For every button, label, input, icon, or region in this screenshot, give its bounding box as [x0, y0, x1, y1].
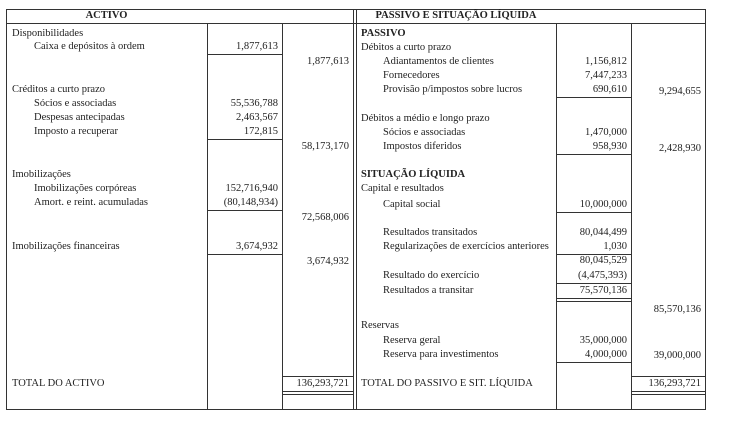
prov-value: 690,610	[592, 84, 627, 95]
prov-label: Provisão p/impostos sobre lucros	[383, 84, 523, 95]
caixa-rule	[207, 54, 282, 55]
disp-label: Disponibilidades	[12, 28, 84, 39]
dml-total: 2,428,930	[659, 143, 701, 154]
fin-rule	[207, 254, 282, 255]
resatr-rule-2	[556, 301, 631, 302]
dcp-label: Débitos a curto prazo	[361, 42, 452, 53]
asset-total-rule-1	[282, 391, 353, 392]
imp-label: Imposto a recuperar	[34, 126, 118, 137]
dcp-rule	[556, 97, 631, 98]
frame-left	[6, 9, 7, 410]
adiant-label: Adiantamentos de clientes	[383, 56, 494, 67]
liab-header: PASSIVO E SITUAÇÃO LÍQUIDA	[375, 10, 537, 21]
asset-header: ACTIVO	[85, 10, 128, 21]
caixa-value: 1,877,613	[236, 41, 278, 52]
l-socios-value: 1,470,000	[585, 127, 627, 138]
capres-total: 85,570,136	[653, 304, 701, 315]
resger-label: Reserva geral	[383, 335, 441, 346]
dml-label: Débitos a médio e longo prazo	[361, 113, 490, 124]
center-divider-inner	[356, 9, 357, 410]
disp-total: 1,877,613	[307, 56, 349, 67]
socios-label: Sócios e associadas	[34, 98, 117, 109]
resatr-rule-1	[556, 298, 631, 299]
liab-total-label: TOTAL DO PASSIVO E SIT. LÍQUIDA	[361, 378, 533, 389]
amort-label: Amort. e reint. acumuladas	[34, 197, 149, 208]
imob-label: Imobilizações	[12, 169, 71, 180]
impdif-value: 958,930	[592, 141, 627, 152]
fin-label: Imobilizações financeiras	[12, 241, 120, 252]
col-line-a1	[207, 23, 208, 410]
corp-value: 152,716,940	[225, 183, 278, 194]
resatr-label: Resultados a transitar	[383, 285, 474, 296]
capsoc-rule	[556, 212, 631, 213]
capsoc-value: 10,000,000	[579, 199, 627, 210]
capsoc-label: Capital social	[383, 199, 441, 210]
cred-rule	[207, 139, 282, 140]
resinv-value: 4,000,000	[585, 349, 627, 360]
resex-label: Resultado do exercício	[383, 270, 480, 281]
resinv-rule	[556, 362, 631, 363]
restr-value: 80,044,499	[579, 227, 627, 238]
desp-value: 2,463,567	[236, 112, 278, 123]
caixa-label: Caixa e depósitos à ordem	[34, 41, 145, 52]
cred-label: Créditos a curto prazo	[12, 84, 106, 95]
imob-total: 72,568,006	[301, 212, 349, 223]
regul-label: Regularizações de exercícios anteriores	[383, 241, 549, 252]
resger-value: 35,000,000	[579, 335, 627, 346]
sub1-value: 80,045,529	[579, 255, 627, 266]
restr-label: Resultados transitados	[383, 227, 478, 238]
resatr-value: 75,570,136	[579, 285, 627, 296]
amort-value: (80,148,934)	[223, 197, 278, 208]
resinv-label: Reserva para investimentos	[383, 349, 499, 360]
forn-label: Fornecedores	[383, 70, 440, 81]
asset-total-rule-2	[282, 394, 353, 395]
socios-value: 55,536,788	[230, 98, 278, 109]
asset-total-value: 136,293,721	[296, 378, 349, 389]
fin-total: 3,674,932	[307, 256, 349, 267]
frame-right	[705, 9, 706, 410]
desp-label: Despesas antecipadas	[34, 112, 125, 123]
regul-value: 1,030	[603, 241, 627, 252]
dcp-total: 9,294,655	[659, 86, 701, 97]
passivo-heading: PASSIVO	[361, 28, 406, 39]
liab-total-value: 136,293,721	[648, 378, 701, 389]
center-divider	[353, 9, 354, 410]
l-socios-label: Sócios e associadas	[383, 127, 466, 138]
liab-total-rule-1	[631, 391, 705, 392]
cred-total: 58,173,170	[301, 141, 349, 152]
resex-rule	[556, 283, 631, 284]
liab-total-rule-2	[631, 394, 705, 395]
imp-value: 172,815	[243, 126, 278, 137]
capres-label: Capital e resultados	[361, 183, 444, 194]
resex-value: (4,475,393)	[578, 270, 627, 281]
asset-total-label: TOTAL DO ACTIVO	[12, 378, 105, 389]
adiant-value: 1,156,812	[585, 56, 627, 67]
liab-total-rule-top	[631, 376, 705, 377]
corp-label: Imobilizações corpóreas	[34, 183, 137, 194]
sitliq-heading: SITUAÇÃO LÍQUIDA	[361, 169, 466, 180]
fin-value: 3,674,932	[236, 241, 278, 252]
imob-rule	[207, 210, 282, 211]
asset-total-rule-top	[282, 376, 353, 377]
dml-rule	[556, 154, 631, 155]
reservas-label: Reservas	[361, 320, 399, 331]
forn-value: 7,447,233	[585, 70, 627, 81]
reservas-total: 39,000,000	[653, 350, 701, 361]
impdif-label: Impostos diferidos	[383, 141, 462, 152]
